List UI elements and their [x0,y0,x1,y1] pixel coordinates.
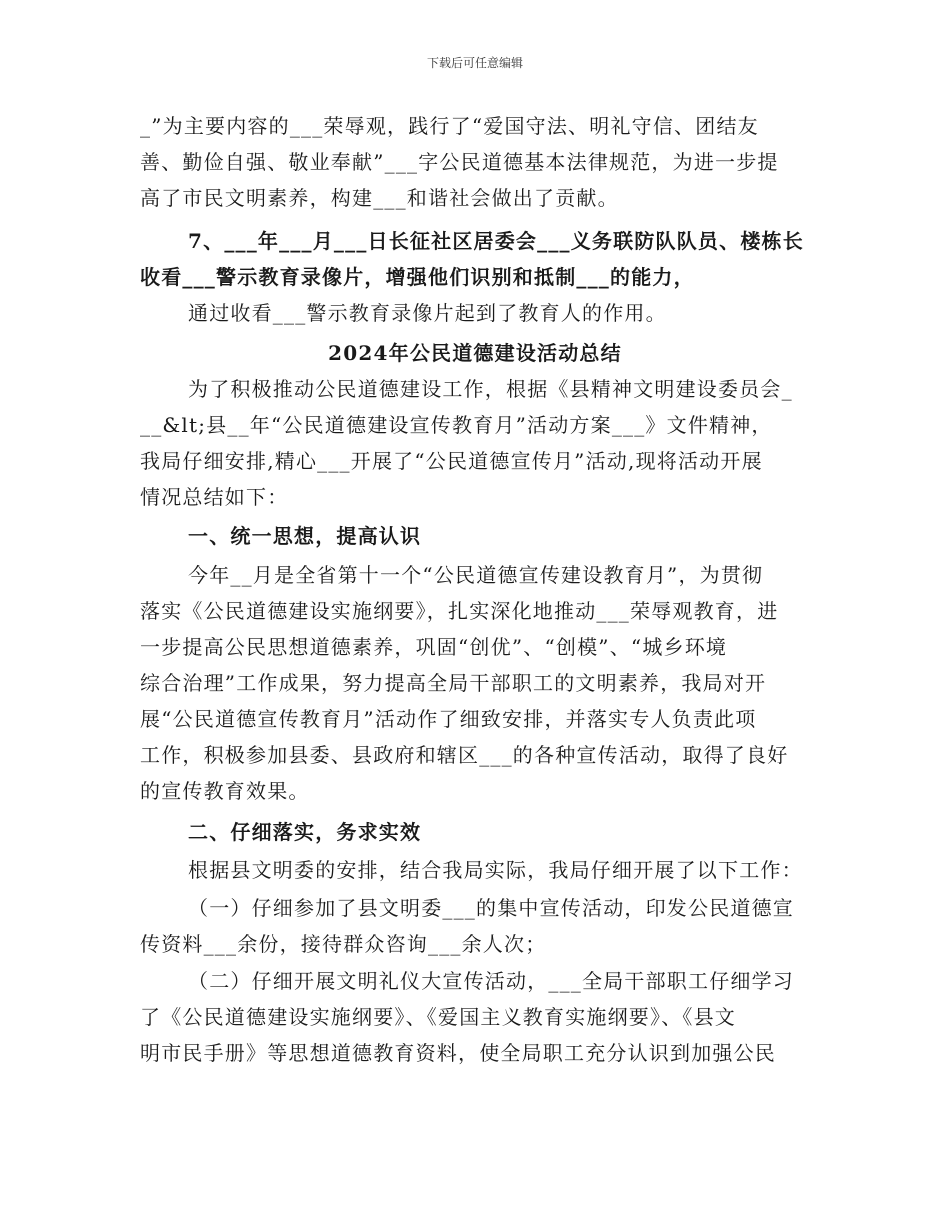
page-header: 下载后可任意编辑 [426,56,523,70]
paragraph-line: 高了市民文明素养，构建___和谐社会做出了贡献。 [140,186,619,210]
paragraph-line: 综合治理”工作成果，努力提高全局干部职工的文明素养，我局对开 [140,671,767,695]
item-7-line: 7、___年___月___日长征社区居委会___义务联防队队员、楼栋长 [188,229,804,253]
document-title: 2024年公民道德建设活动总结 [328,341,622,365]
paragraph-line: 了《公民道德建设实施纲要》、《爱国主义教育实施纲要》、《县文 [140,1005,736,1029]
paragraph-line: 为了积极推动公民道德建设工作，根据《县精神文明建设委员会_ [188,377,793,401]
section-heading-2: 二、仔细落实，务求实效 [188,820,422,844]
paragraph-line: 今年__月是全省第十一个“公民道德宣传建设教育月”，为贯彻 [188,563,764,587]
paragraph-line: 展“公民道德宣传教育月”活动作了细致安排，并落实专人负责此项 [140,707,757,731]
paragraph-line: （二）仔细开展文明礼仪大宣传活动，___全局干部职工仔细学习 [188,969,794,993]
item-7-line: 收看___警示教育录像片，增强他们识别和抵制___的能力， [140,265,695,289]
paragraph-line: 通过收看___警示教育录像片起到了教育人的作用。 [188,301,667,325]
paragraph-line: _”为主要内容的___荣辱观，践行了“爱国守法、明礼守信、团结友 [140,114,759,138]
paragraph-line: （一）仔细参加了县文明委___的集中宣传活动，印发公民道德宣 [188,896,794,920]
paragraph-line: __&lt;县__年“公民道德建设宣传教育月”活动方案___》文件精神， [140,413,773,437]
paragraph-line: 的宣传教育效果。 [140,779,310,803]
paragraph-line: 情况总结如下： [140,485,289,509]
section-heading-1: 一、统一思想，提高认识 [188,524,422,548]
paragraph-line: 我局仔细安排,精心___开展了“公民道德宣传月”活动,现将活动开展 [140,449,763,473]
paragraph-line: 明市民手册》等思想道德教育资料，使全局职工充分认识到加强公民 [140,1041,776,1065]
paragraph-line: 根据县文明委的安排，结合我局实际，我局仔细开展了以下工作： [188,858,803,882]
paragraph-line: 传资料___余份，接待群众咨询___余人次； [140,932,547,956]
paragraph-line: 善、勤俭自强、敬业奉献”___字公民道德基本法律规范，为进一步提 [140,150,779,174]
paragraph-line: 一步提高公民思想道德素养，巩固“创优”、“创模”、“城乡环境 [140,635,728,659]
paragraph-line: 工作，积极参加县委、县政府和辖区___的各种宣传活动，取得了良好 [140,743,789,767]
paragraph-line: 落实《公民道德建设实施纲要》，扎实深化地推动___荣辱观教育，进 [140,599,779,623]
